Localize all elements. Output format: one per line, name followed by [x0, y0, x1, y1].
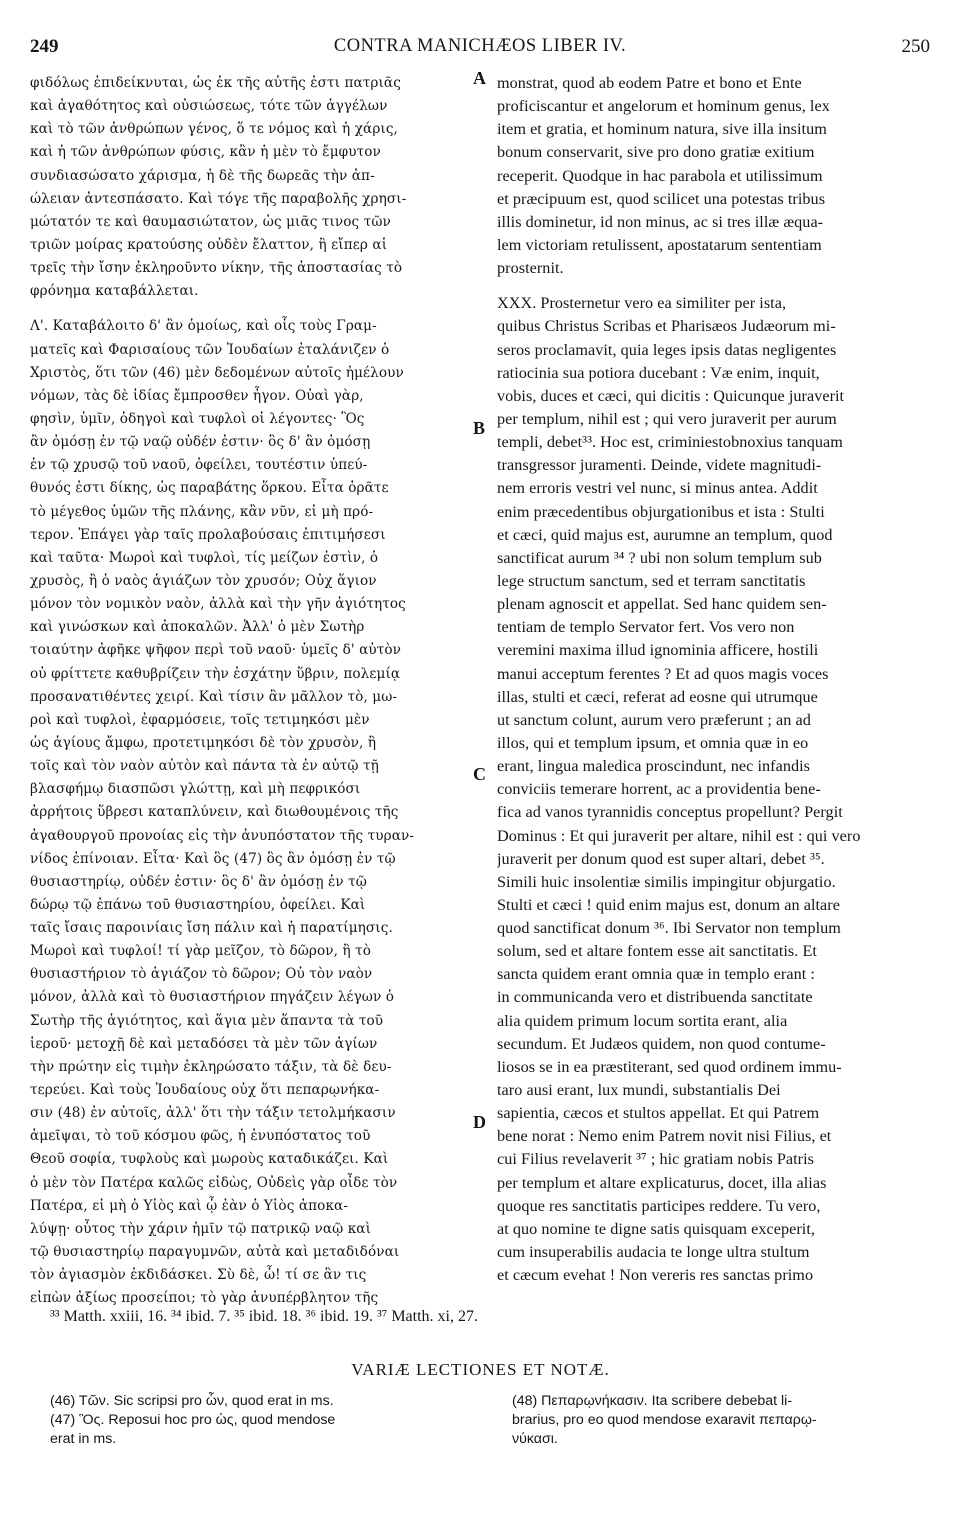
text-line: monstrat, quod ab eodem Patre et bono et Ente: [497, 74, 802, 92]
text-line: τριῶν μοίρας κρατούσης οὐδὲν ἔλαττον, ἢ εἴπερ αἱ: [30, 236, 388, 253]
notes-left-column: [50, 1392, 475, 1449]
paragraph-gap: [497, 280, 924, 292]
text-line: sancta quidem erant omnia quæ in templo erant :: [497, 965, 815, 984]
margin-marker-b: B: [473, 418, 486, 438]
text-line: δώρῳ τῷ ἐπάνω τοῦ θυσιαστηρίου, ὀφείλει. Καὶ: [30, 896, 366, 913]
text-line: εἰπὼν ἀξίως προσείποι; τὸ γὰρ ἀνυπέρβλητον τῆς: [30, 1290, 379, 1307]
text-line: illas, stulti et cæci, referat ad eosne qui utrumque: [497, 687, 818, 706]
text-line: nem erroris vestri vel nunc, si minus antea. Addit: [497, 479, 818, 498]
text-line: ἂν ὀμόσῃ ἐν τῷ ναῷ οὐδέν ἐστιν· ὃς δ' ἂν ὀμόσῃ: [30, 434, 371, 451]
text-line: ματεῖς καὶ Φαρισαίους τῶν Ἰουδαίων ἐταλάνιζεν ὁ: [30, 341, 390, 358]
text-line: plenam agnoscit et appellat. Sed hanc quidem sen-: [497, 595, 827, 614]
text-line: ut sanctum colunt, aurum vero præferunt ; an ad: [497, 710, 811, 729]
text-line: θυνός ἐστι δίκης, ὡς παραβάτης ὅρκου. Εἶτα ὁρᾶτε: [30, 480, 389, 497]
footnote-references: ³³ Matth. xxiii, 16. ³⁴ ibid. 7. ³⁵ ibid. 18. ³⁶ ibid. 19. ³⁷ Matth. xi, 27.: [50, 1308, 478, 1325]
text-line: proficiscantur et angelorum et hominum genus, lex: [497, 97, 830, 116]
text-line: juraverit per donum quod est super altari, debet ³⁵.: [497, 849, 825, 868]
text-line: τοιαύτην ἀφῆκε ψῆφον περὶ τοῦ ναοῦ· ὑμεῖς δ' αὐτὸν: [30, 642, 402, 659]
text-line: lem victoriam retulissent, apostatarum sententiam: [497, 235, 822, 254]
margin-marker-c: C: [473, 764, 486, 784]
text-line: φιδόλως ἐπιδείκνυται, ὡς ἐκ τῆς αὐτῆς ἐστι πατριᾶς: [30, 75, 401, 91]
text-line: χρυσὸς, ἢ ὁ ναὸς ἁγιάζων τὸν χρυσόν; Οὐχ ἅγιον: [30, 572, 377, 589]
text-line: Λ'. Καταβάλοιτο δ' ἂν ὁμοίως, καὶ οἷς τοὺς Γραμ-: [30, 318, 377, 335]
text-line: φρόνημα καταβάλλεται.: [30, 283, 199, 300]
text-line: liosos se in ea præstiterant, sed quod ordinem immu-: [497, 1057, 842, 1076]
margin-marker-d: D: [473, 1112, 486, 1132]
text-line: tentiam de templo Servator fert. Vos vero non: [497, 618, 795, 637]
text-line: ἱεροῦ· μετοχῇ δὲ καὶ μεταδόσει τὰ μὲν τῶν ἁγίων: [30, 1035, 378, 1052]
text-line: quod sanctificat donum ³⁶. Ibi Servator non templum: [497, 919, 841, 938]
variae-lectiones-title: VARIÆ LECTIONES ET NOTÆ.: [351, 1360, 610, 1379]
text-line: νύκασι.: [512, 1431, 558, 1447]
text-line: sanctificat aurum ³⁴ ? ubi non solum templum sub: [497, 548, 822, 567]
greek-column: [30, 72, 470, 1310]
text-line: Μωροὶ καὶ τυφλοί! τί γὰρ μεῖζον, τὸ δῶρον, ἢ τὸ: [30, 943, 372, 960]
text-line: bene norat : Nemo enim Patrem novit nisi Filius, et: [497, 1127, 832, 1146]
text-line: Dominus : Et qui juraverit per altare, nihil est : qui vero: [497, 826, 861, 845]
text-line: bonum conservarit, sive pro dono gratiæ exitium: [497, 143, 815, 162]
text-line: τὸ μέγεθος ὑμῶν τῆς πλάνης, κἂν νῦν, εἰ μὴ πρό-: [30, 503, 374, 520]
text-line: seros proclamavit, quia leges ipsis datas negligentes: [497, 340, 837, 359]
text-line: et cæci, quid majus est, aurumne an templum, quod: [497, 525, 833, 544]
text-line: τρεῖς τὴν ἴσην ἐκληροῦντο νίκην, τῆς ἀποστασίας τὸ: [30, 260, 403, 277]
text-line: μόνον, ἀλλὰ καὶ τὸ θυσιαστήριον πηγάζειν λέγων ὁ: [30, 989, 395, 1006]
text-line: alia quidem primum locum sortita erant, alia: [497, 1011, 788, 1030]
text-line: item et gratia, et hominum natura, sive illa insitum: [497, 120, 827, 139]
text-line: transgressor juramenti. Deinde, videte magnitudi-: [497, 456, 822, 475]
text-line: ροὶ καὶ τυφλοὶ, ἐφαρμόσειε, τοῖς τετιμηκόσι μὲν: [30, 711, 370, 728]
text-line: νίδος ἐπίνοιαν. Εἶτα· Καὶ ὃς (47) ὃς ἂν ὀμόσῃ ἐν τῷ: [30, 850, 396, 867]
text-line: ταῖς ἴσαις παροινίαις ἴση πάλιν καὶ ἡ παρατίμησις.: [30, 920, 393, 937]
text-line: cum insuperabilis audacia te longe ultra stultum: [497, 1243, 810, 1262]
text-line: taro ausi erant, lux mundi, substantialis Dei: [497, 1081, 781, 1100]
text-line: brarius, pro eo quod mendose exaravit πεπαρῳ-: [512, 1412, 817, 1428]
text-line: enim præcedentibus objurgationibus et ista : Stulti: [497, 502, 825, 521]
text-line: Θεοῦ σοφία, τυφλοὺς καὶ μωροὺς καταδικάζει. Καὶ: [30, 1151, 389, 1168]
text-line: XXX. Prosternetur vero ea similiter per ista,: [497, 294, 787, 313]
text-line: θυσιαστήριον τὸ ἁγιάζον τὸ δῶρον; Οὐ τὸν ναὸν: [30, 966, 373, 983]
text-line: ἀρρήτοις ὕβρεσι καταπλύνειν, καὶ διωθουμένοις τῆς: [30, 804, 399, 821]
text-line: Σωτὴρ τῆς ἁγιότητος, καὶ ἅγια μὲν ἅπαντα τὰ τοῦ: [30, 1012, 384, 1029]
text-line: θυσιαστηρίῳ, οὐδέν ἐστιν· ὃς δ' ἂν ὀμόσῃ ἐν τῷ: [30, 873, 367, 890]
running-title: CONTRA MANICHÆOS LIBER IV.: [333, 36, 627, 56]
page-number-left: 249: [30, 36, 59, 57]
text-line: τοῖς καὶ τὸν ναὸν αὐτὸν καὶ πάντα τὰ ἐν αὐτῷ τῇ: [30, 758, 379, 775]
text-line: καὶ ταῦτα· Μωροὶ καὶ τυφλοὶ, τίς μείζων ἐστὶν, ὁ: [30, 549, 379, 566]
text-line: erat in ms.: [50, 1431, 117, 1447]
text-line: Simili huic insolentiæ similis impingitur objurgatio.: [497, 872, 836, 891]
text-line: (46) Τῶν. Sic scripsi pro ὧν, quod erat in ms.: [50, 1393, 334, 1409]
text-line: veremini maxima illud ignominia afficere, hostili: [497, 641, 819, 660]
text-line: Χριστὸς, ὅτι τῶν (46) μὲν δεδομένων αὐτοῖς ἠμέλουν: [30, 364, 404, 381]
text-line: lege structum sanctum, sed et terram sanctitatis: [497, 571, 806, 590]
paragraph-gap: [30, 303, 470, 315]
text-line: οὐ φρίττετε καθυβρίζειν τὴν ἐσχάτην ὕβριν, πολεμίᾳ: [30, 665, 401, 682]
text-line: fica ad vanos tyrannidis conceptus propellunt? Pergit: [497, 803, 843, 822]
text-line: solum, sed et altare fontem esse ait sanctitatis. Et: [497, 942, 817, 961]
text-line: μώτατόν τε καὶ θαυμασιώτατον, ὡς μιᾶς τινος τῶν: [30, 213, 391, 230]
text-line: et præcipuum est, quod scilicet una potestas tribus: [497, 189, 826, 208]
text-line: quibus Christus Scribas et Pharisæos Judæorum mi-: [497, 317, 836, 336]
text-line: ὁ μὲν τὸν Πατέρα καλῶς εἰδὼς, Οὐδεὶς γὰρ οἶδε τὸν: [30, 1174, 398, 1191]
text-line: conviciis temerare horrent, ac a providentia bene-: [497, 780, 821, 799]
text-line: in communicanda vero et distribuenda sanctitate: [497, 988, 813, 1007]
notes-right-column: [512, 1392, 927, 1449]
text-line: τερον. Ἐπάγει γὰρ ταῖς προλαβούσαις ἐπιτιμήσεσι: [30, 526, 386, 543]
text-line: manui acceptum ferentes ? Et ad quos magis voces: [497, 664, 829, 683]
text-line: ἀμεῖψαι, τὸ τοῦ κόσμου φῶς, ἡ ἐνυπόστατος τοῦ: [30, 1128, 371, 1145]
text-line: φησὶν, ὑμῖν, ὁδηγοὶ καὶ τυφλοὶ οἱ λέγοντες· Ὃς: [30, 410, 365, 427]
text-line: Πατέρα, εἰ μὴ ὁ Υἱὸς καὶ ᾧ ἐὰν ὁ Υἱὸς ἀποκα-: [30, 1197, 349, 1214]
text-line: vobis, duces et cæci, qui dicitis : Quicunque juraverit: [497, 386, 845, 405]
text-line: Stulti et cæci ! quid enim majus est, donum an altare: [497, 895, 840, 914]
text-line: τὴν πρώτην εἰς τιμὴν ἐκληρώσατο τάξιν, τὰ δὲ δευ-: [30, 1058, 392, 1075]
text-line: quoque res sanctitatis participes reddere. Tu vero,: [497, 1196, 821, 1215]
text-line: καὶ γινώσκων καὶ ἀποκαλῶν. Ἀλλ' ὁ μὲν Σωτὴρ: [30, 619, 365, 636]
text-line: τερεύει. Καὶ τοὺς Ἰουδαίους οὐχ ὅτι πεπαρῳνήκα-: [30, 1082, 380, 1099]
text-line: σιν (48) ἐν αὐτοῖς, ἀλλ' ὅτι τὴν τάξιν τετολμήκασιν: [30, 1105, 396, 1122]
text-line: ratiocinia sua potiora ducebant : Væ enim, inquit,: [497, 363, 820, 382]
text-line: receperit. Quodque in hac parabola et utilissimum: [497, 166, 823, 185]
text-line: illos, qui et templum ipsum, et omnia quæ in eo: [497, 733, 809, 752]
text-line: τὸν ἁγιασμὸν ἐκδιδάσκει. Σὺ δὲ, ὦ! τί σε ἂν τις: [30, 1267, 367, 1284]
text-line: per templum et altare explicaturus, docet, illa alias: [497, 1173, 827, 1192]
text-line: καὶ τὸ τῶν ἀνθρώπων γένος, ὅ τε νόμος καὶ ἡ χάρις,: [30, 121, 398, 138]
text-line: templi, debet³³. Hoc est, criminiestobnoxius tanquam: [497, 433, 843, 452]
text-line: per templum, nihil est ; qui vero juraverit per aurum: [497, 409, 837, 428]
text-line: ἀγαθουργοῦ προνοίας εἰς τὴν ἀνυπόστατον τῆς τυραν-: [30, 827, 415, 844]
text-line: συνδιασώσατο χάρισμα, ἡ δὲ τῆς δωρεᾶς τὴν ἀπ-: [30, 167, 375, 184]
text-line: μόνον τὸν νομικὸν ναὸν, ἀλλὰ καὶ τὴν γῆν ἁγιότητος: [30, 596, 406, 613]
text-line: νόμων, τὰς δὲ ἰδίας ἔμπροσθεν ἦγον. Οὐαὶ γὰρ,: [30, 387, 364, 404]
text-line: erant, lingua maledica proscindunt, nec infandis: [497, 757, 811, 776]
text-line: ώλειαν ἀντεσπάσατο. Καὶ τόγε τῆς παραβολῆς χρησι-: [30, 190, 407, 207]
text-line: προσανατιθέντες χειρί. Καὶ τίσιν ἂν μᾶλλον τὸ, μω-: [30, 688, 398, 705]
text-line: (47) Ὃς. Reposui hoc pro ὡς, quod mendose: [50, 1412, 336, 1428]
text-line: at quo nomine te digne satis quisquam exceperit,: [497, 1219, 815, 1238]
text-line: βλασφήμῳ διασπῶσι γλώττῃ, καὶ μὴ πεφρικόσι: [30, 781, 361, 798]
text-line: secundum. Et Judæos quidem, non quod contume-: [497, 1034, 826, 1053]
text-line: καὶ ἀγαθότητος καὶ οὐσιώσεως, τότε τῶν ἀγγέλων: [30, 98, 388, 115]
text-line: τῷ θυσιαστηρίῳ παραγυμνῶν, αὐτὰ καὶ μεταδιδόναι: [30, 1244, 400, 1261]
text-line: ἐν τῷ χρυσῷ τοῦ ναοῦ, ὀφείλει, τουτέστιν ὑπεύ-: [30, 457, 368, 474]
text-line: cui Filius revelaverit ³⁷ ; hic gratiam nobis Patris: [497, 1150, 814, 1169]
text-line: λύψῃ· οὗτος τὴν χάριν ἡμῖν τῷ πατρικῷ ναῷ καὶ: [30, 1220, 372, 1237]
text-line: et cæcum evehat ! Non vereris res sanctas primo: [497, 1266, 814, 1285]
text-line: illis dominetur, id non minus, ac si tres illæ æqua-: [497, 212, 824, 231]
margin-marker-a: A: [473, 68, 486, 88]
text-line: prosternit.: [497, 259, 564, 278]
text-line: ὡς ἁγίους ἄμφω, προτετιμηκόσι δὲ τὸν χρυσὸν, ἢ: [30, 734, 377, 751]
page-number-right: 250: [901, 36, 930, 57]
text-line: sapientia, cæcos et stultos appellat. Et qui Patrem: [497, 1104, 820, 1123]
text-line: καὶ ἡ τῶν ἀνθρώπων φύσις, κἂν ἡ μὲν τὸ ἔμφυτον: [30, 144, 381, 161]
latin-column: [497, 72, 924, 1287]
text-line: (48) Πεπαρῳνήκασιν. Ita scribere debebat li-: [512, 1393, 793, 1409]
page-header: [30, 36, 930, 62]
